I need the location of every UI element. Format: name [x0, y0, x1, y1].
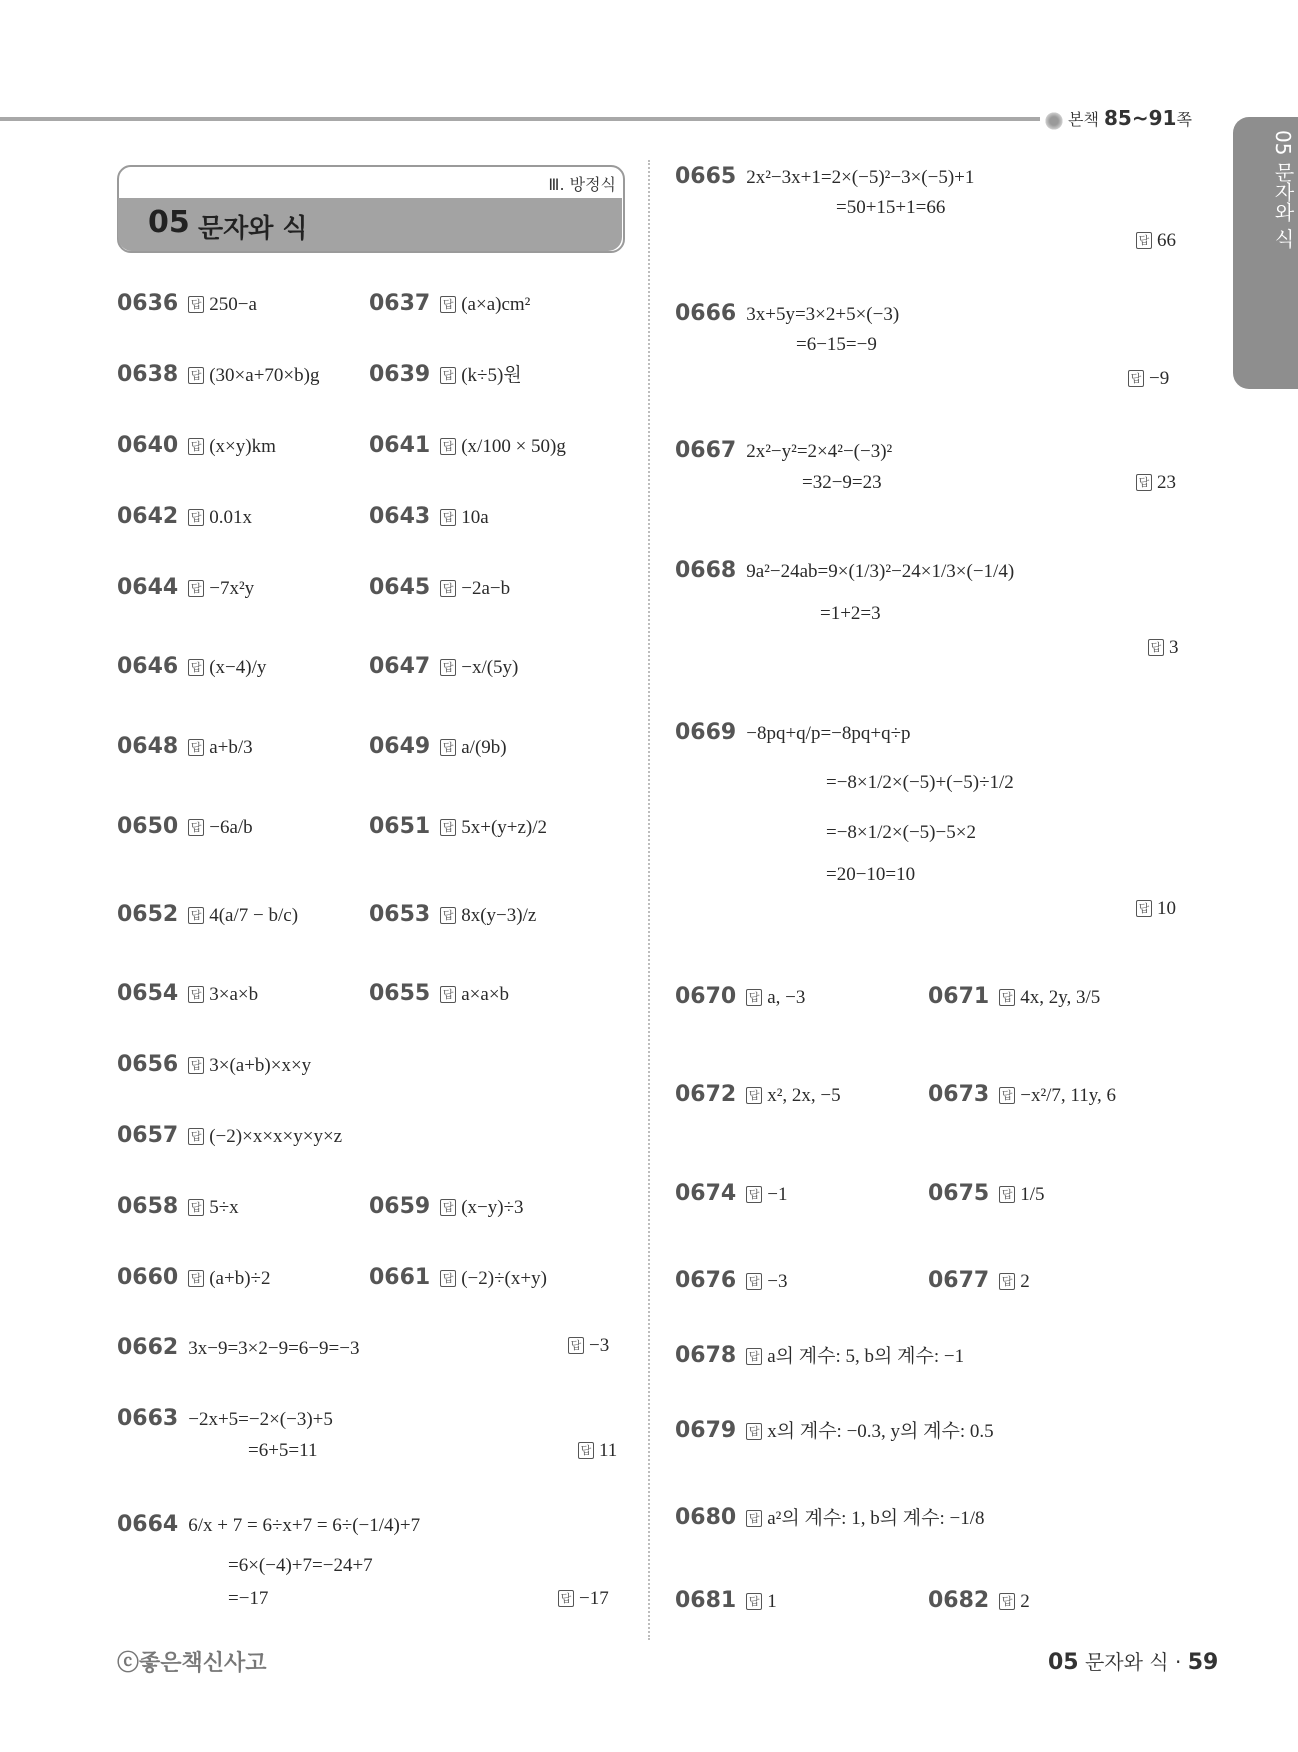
- answer-0657: 0657 답 (−2)×x×x×y×y×z: [117, 1123, 343, 1148]
- answer-mark-icon: 답: [440, 1270, 456, 1287]
- answer-mark-icon: 답: [440, 1199, 456, 1216]
- answer-0638: 0638 답 (30×a+70×b)g: [117, 362, 320, 387]
- answer-0672: 0672 답 x², 2x, −5: [675, 1082, 841, 1107]
- answer-mark-icon: 답: [999, 1186, 1015, 1203]
- answer-mark-icon: 답: [188, 1199, 204, 1216]
- solution-0664-line2: =6×(−4)+7=−24+7: [228, 1555, 373, 1576]
- solution-0668: 0668 9a²−24ab=9×(1/3)²−24×1/3×(−1/4): [675, 558, 1015, 583]
- flower-icon: [1044, 111, 1064, 131]
- solution-0669: 0669 −8pq+q/p=−8pq+q÷p: [675, 720, 911, 745]
- solution-0665: 0665 2x²−3x+1=2×(−5)²−3×(−5)+1: [675, 164, 975, 189]
- answer-mark-icon: 답: [999, 1273, 1015, 1290]
- answer-0640: 0640 답 (x×y)km: [117, 433, 276, 458]
- answer-mark-icon: 답: [188, 580, 204, 597]
- answer-mark-icon: 답: [188, 986, 204, 1003]
- answer-mark-icon: 답: [440, 438, 456, 455]
- top-rule: [0, 117, 1040, 121]
- answer-0680: 0680 답 a²의 계수: 1, b의 계수: −1/8: [675, 1505, 985, 1530]
- answer-0656: 0656 답 3×(a+b)×x×y: [117, 1052, 312, 1077]
- answer-0645: 0645 답 −2a−b: [369, 575, 511, 600]
- answer-0655: 0655 답 a×a×b: [369, 981, 510, 1006]
- answer-0674: 0674 답 −1: [675, 1181, 788, 1206]
- answer-0667: 답 23: [1136, 472, 1176, 494]
- solution-0664-line3: =−17: [228, 1588, 269, 1609]
- answer-0652: 0652 답 4(a/7 − b/c): [117, 902, 299, 927]
- answer-0658: 0658 답 5÷x: [117, 1194, 239, 1219]
- answer-mark-icon: 답: [558, 1590, 574, 1607]
- chapter-side-tab-label: 05 문자와 식: [1271, 130, 1295, 249]
- answer-mark-icon: 답: [440, 986, 456, 1003]
- answer-0659: 0659 답 (x−y)÷3: [369, 1194, 524, 1219]
- solution-0664: 0664 6/x + 7 = 6÷x+7 = 6÷(−1/4)+7: [117, 1512, 421, 1537]
- answer-0644: 0644 답 −7x²y: [117, 575, 255, 600]
- book-page-reference: 본책 85~91쪽: [1044, 106, 1192, 131]
- answer-mark-icon: 답: [746, 1273, 762, 1290]
- answer-0670: 0670 답 a, −3: [675, 984, 806, 1009]
- solution-0663: 0663 −2x+5=−2×(−3)+5: [117, 1406, 333, 1431]
- answer-mark-icon: 답: [188, 739, 204, 756]
- answer-mark-icon: 답: [746, 1087, 762, 1104]
- answer-mark-icon: 답: [999, 1593, 1015, 1610]
- answer-0639: 0639 답 (k÷5)원: [369, 362, 522, 387]
- answer-mark-icon: 답: [188, 907, 204, 924]
- answer-0669: 답 10: [1136, 898, 1176, 920]
- answer-0660: 0660 답 (a+b)÷2: [117, 1265, 271, 1290]
- answer-mark-icon: 답: [440, 367, 456, 384]
- answer-mark-icon: 답: [188, 819, 204, 836]
- answer-0677: 0677 답 2: [928, 1268, 1030, 1293]
- answer-0636: 0636 답 250−a: [117, 291, 257, 316]
- answer-0661: 0661 답 (−2)÷(x+y): [369, 1265, 547, 1290]
- answer-0664: 답 −17: [558, 1588, 609, 1610]
- answer-mark-icon: 답: [440, 739, 456, 756]
- publisher-logo: ⓒ좋은책신사고: [117, 1651, 267, 1676]
- answer-mark-icon: 답: [188, 367, 204, 384]
- answer-mark-icon: 답: [440, 659, 456, 676]
- answer-mark-icon: 답: [999, 1087, 1015, 1104]
- answer-0651: 0651 답 5x+(y+z)/2: [369, 814, 548, 839]
- answer-0673: 0673 답 −x²/7, 11y, 6: [928, 1082, 1116, 1107]
- answer-0676: 0676 답 −3: [675, 1268, 788, 1293]
- solution-0667: 0667 2x²−y²=2×4²−(−3)²: [675, 438, 893, 463]
- answer-mark-icon: 답: [999, 989, 1015, 1006]
- answer-mark-icon: 답: [1136, 900, 1152, 917]
- answer-mark-icon: 답: [1136, 474, 1152, 491]
- page-footer: 05 문자와 식 · 59: [1048, 1650, 1219, 1675]
- answer-mark-icon: 답: [440, 580, 456, 597]
- answer-mark-icon: 답: [746, 1510, 762, 1527]
- answer-mark-icon: 답: [188, 1270, 204, 1287]
- solution-0669-line3: =−8×1/2×(−5)−5×2: [826, 822, 976, 843]
- answer-0663: 답 11: [578, 1440, 617, 1462]
- solution-0669-line2: =−8×1/2×(−5)+(−5)÷1/2: [826, 772, 1014, 793]
- column-divider: [648, 160, 650, 1640]
- unit-label: Ⅲ. 방정식: [548, 175, 616, 194]
- solution-0665-line2: =50+15+1=66: [836, 197, 946, 218]
- answer-0666: 답 −9: [1128, 368, 1169, 390]
- answer-0642: 0642 답 0.01x: [117, 504, 252, 529]
- answer-0668: 답 3: [1148, 637, 1179, 659]
- solution-0667-line2: =32−9=23: [802, 472, 882, 493]
- answer-mark-icon: 답: [578, 1442, 594, 1459]
- answer-mark-icon: 답: [188, 1057, 204, 1074]
- answer-0682: 0682 답 2: [928, 1588, 1030, 1613]
- solution-0662: 0662 3x−9=3×2−9=6−9=−3: [117, 1335, 360, 1360]
- solution-0669-line4: =20−10=10: [826, 864, 916, 885]
- answer-mark-icon: 답: [440, 907, 456, 924]
- answer-mark-icon: 답: [568, 1337, 584, 1354]
- answer-0678: 0678 답 a의 계수: 5, b의 계수: −1: [675, 1343, 965, 1368]
- answer-mark-icon: 답: [188, 438, 204, 455]
- answer-0654: 0654 답 3×a×b: [117, 981, 259, 1006]
- answer-0681: 0681 답 1: [675, 1588, 777, 1613]
- answer-0650: 0650 답 −6a/b: [117, 814, 253, 839]
- answer-0647: 0647 답 −x/(5y): [369, 654, 519, 679]
- answer-mark-icon: 답: [188, 509, 204, 526]
- solution-0666: 0666 3x+5y=3×2+5×(−3): [675, 301, 900, 326]
- answer-mark-icon: 답: [746, 1186, 762, 1203]
- page-number: 59: [1187, 1650, 1219, 1675]
- answer-mark-icon: 답: [188, 1128, 204, 1145]
- answer-0675: 0675 답 1/5: [928, 1181, 1045, 1206]
- answer-0649: 0649 답 a/(9b): [369, 734, 507, 759]
- answer-0646: 0646 답 (x−4)/y: [117, 654, 267, 679]
- answer-mark-icon: 답: [440, 819, 456, 836]
- answer-mark-icon: 답: [746, 989, 762, 1006]
- answer-mark-icon: 답: [1136, 232, 1152, 249]
- answer-0671: 0671 답 4x, 2y, 3/5: [928, 984, 1101, 1009]
- solution-0666-line2: =6−15=−9: [796, 334, 877, 355]
- answer-0679: 0679 답 x의 계수: −0.3, y의 계수: 0.5: [675, 1418, 994, 1443]
- answer-0637: 0637 답 (a×a)cm²: [369, 291, 531, 316]
- solution-0668-line2: =1+2=3: [820, 603, 881, 624]
- answer-mark-icon: 답: [1128, 370, 1144, 387]
- answer-mark-icon: 답: [188, 659, 204, 676]
- chapter-title: 문자와 식: [198, 214, 308, 244]
- answer-mark-icon: 답: [440, 296, 456, 313]
- solution-0663-line2: =6+5=11: [248, 1440, 318, 1461]
- answer-0641: 0641 답 (x/100 × 50)g: [369, 433, 566, 458]
- answer-mark-icon: 답: [1148, 639, 1164, 656]
- chapter-number: 05: [148, 205, 190, 240]
- answer-mark-icon: 답: [746, 1423, 762, 1440]
- answer-0648: 0648 답 a+b/3: [117, 734, 253, 759]
- chapter-header-band: [118, 198, 622, 251]
- answer-0653: 0653 답 8x(y−3)/z: [369, 902, 537, 927]
- answer-mark-icon: 답: [440, 509, 456, 526]
- answer-mark-icon: 답: [746, 1593, 762, 1610]
- answer-0665: 답 66: [1136, 230, 1176, 252]
- answer-mark-icon: 답: [746, 1348, 762, 1365]
- answer-0662: 답 −3: [568, 1335, 609, 1357]
- answer-mark-icon: 답: [188, 296, 204, 313]
- answer-0643: 0643 답 10a: [369, 504, 489, 529]
